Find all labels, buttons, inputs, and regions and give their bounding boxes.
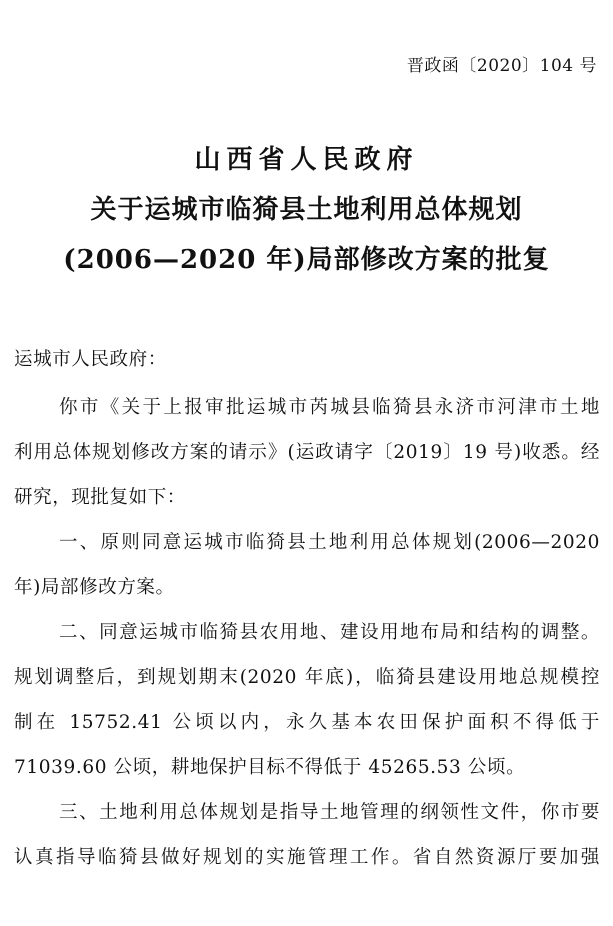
document-body bbox=[14, 0, 600, 926]
body-line: 认真指导临猗县做好规划的实施管理工作。省自然资源厅要加强 bbox=[14, 847, 600, 868]
title-subject-line-1: 关于运城市临猗县土地利用总体规划 bbox=[90, 195, 523, 225]
body-line: 规划调整后，到规划期末(2020 年底)，临猗县建设用地总规模控 bbox=[14, 667, 600, 688]
body-line: 制在 15752.41 公顷以内，永久基本农田保护面积不得低于 bbox=[14, 712, 600, 733]
body-line: 研究，现批复如下： bbox=[14, 487, 186, 508]
title-issuer: 山西省人民政府 bbox=[194, 145, 419, 175]
body-line: 71039.60 公顷，耕地保护目标不得低于 45265.53 公顷。 bbox=[14, 757, 526, 778]
body-line: 利用总体规划修改方案的请示》(运政请字〔2019〕19 号)收悉。经 bbox=[14, 442, 600, 463]
body-line: 年)局部修改方案。 bbox=[14, 577, 175, 598]
title-subject-line-2: (2006—2020 年)局部修改方案的批复 bbox=[63, 245, 550, 275]
document-number: 晋政函〔2020〕104 号 bbox=[406, 56, 597, 76]
body-line: 二、同意运城市临猗县农用地、建设用地布局和结构的调整。 bbox=[59, 622, 600, 643]
addressee: 运城市人民政府： bbox=[14, 349, 167, 370]
body-line: 三、土地利用总体规划是指导土地管理的纲领性文件，你市要 bbox=[59, 802, 600, 823]
body-line: 你市《关于上报审批运城市芮城县临猗县永济市河津市土地 bbox=[59, 397, 600, 418]
body-line: 一、原则同意运城市临猗县土地利用总体规划(2006—2020 bbox=[59, 532, 600, 553]
